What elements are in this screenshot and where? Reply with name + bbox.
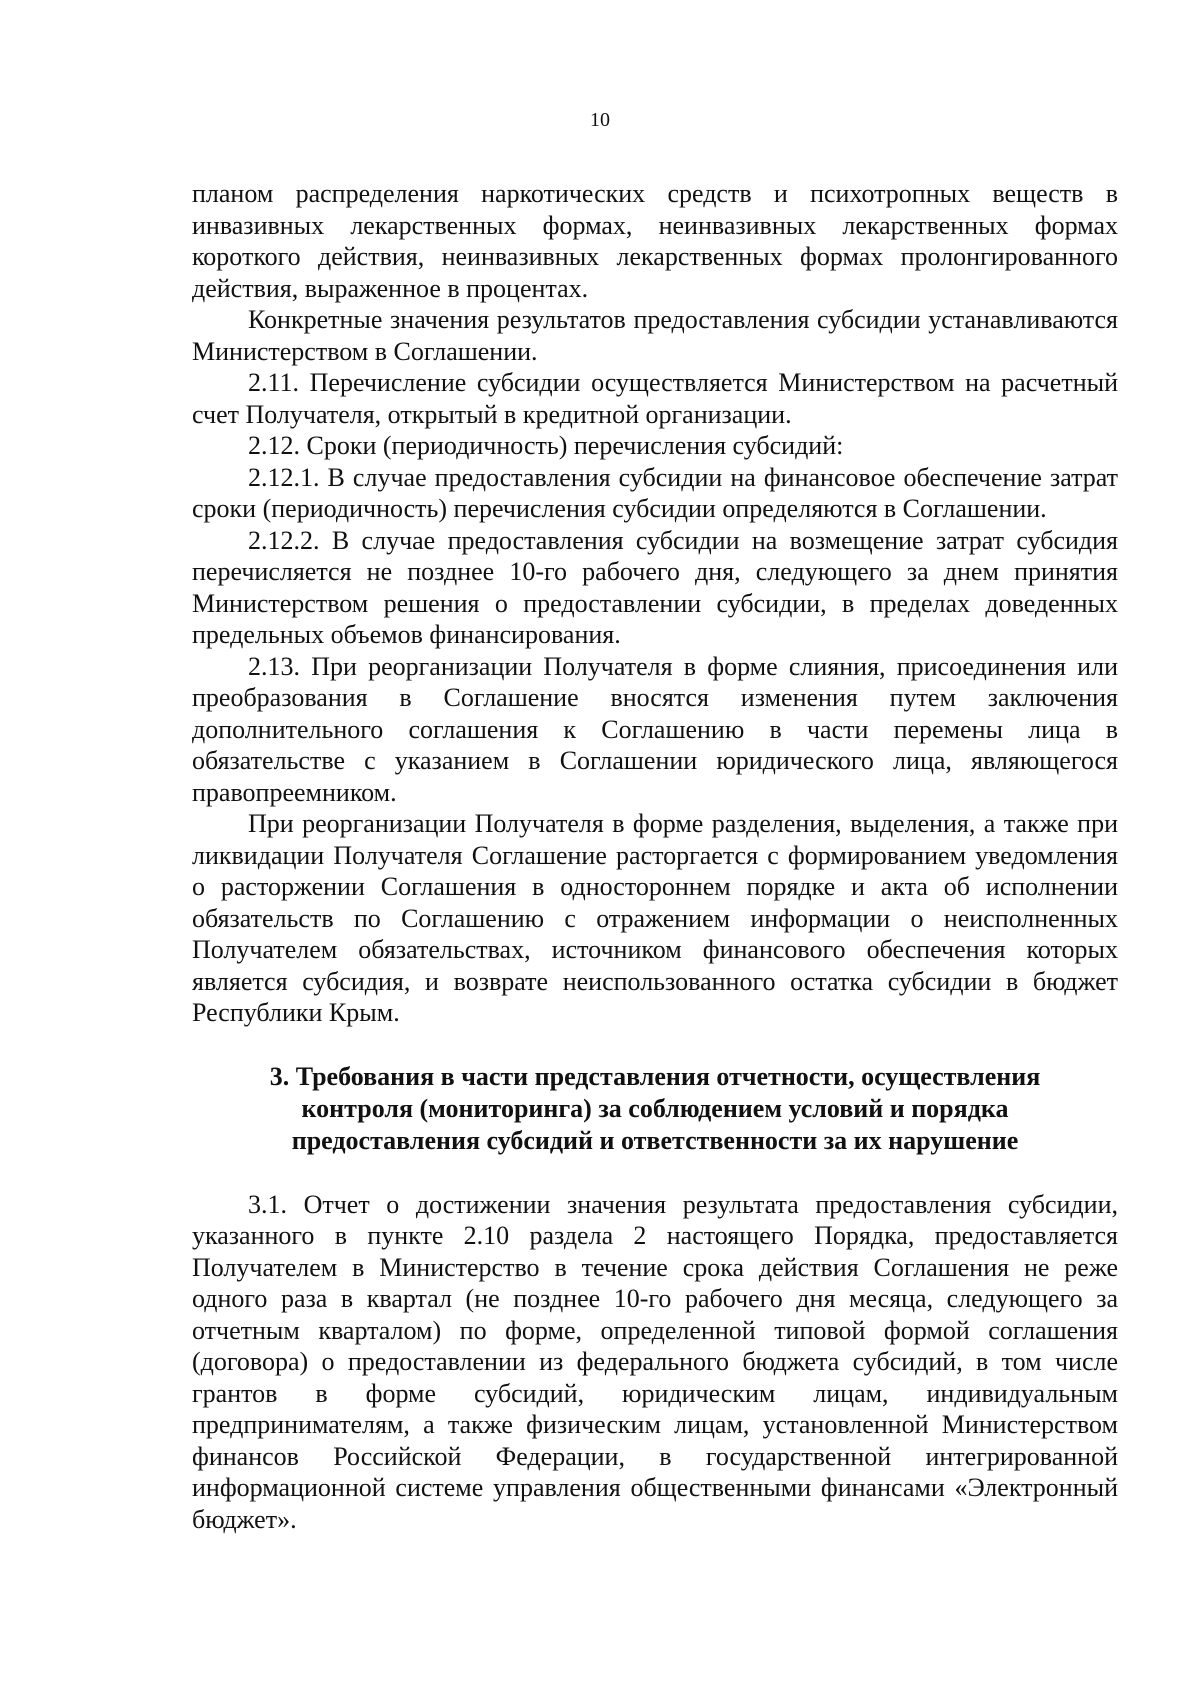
section-3-heading: 3. Требования в части представления отчетности, осуществления контроля (мониторинга) за соблюдением условий и порядка предоставления субсидий и ответственности за их нарушение xyxy=(269,1061,1041,1155)
paragraph-2-12-2: 2.12.2. В случае предоставления субсидии на возмещение затрат субсидия перечисляется не позднее 10-го рабочего дня, следующего за днем принятия Министерством решения о предоставлении субсидии, в пределах доведенных предельных объемов финансирования. xyxy=(192,525,1118,649)
paragraph-3-1: 3.1. Отчет о достижении значения результата предоставления субсидии, указанного в пункте 2.10 раздела 2 настоящего Порядка, предоставляется Получателем в Министерство в течение срока действия Соглашения не реже одного раза в квартал (не позднее 10-го рабочего дня месяца, следующего за отчетным кварталом) по форме, определенной типовой формой соглашения (договора) о предоставлении из федерального бюджета субсидий, в том числе грантов в форме субсидий, юридическим лицам, индивидуальным предпринимателям, а также физическим лицам, установленной Министерством финансов Российской Федерации, в государственной интегрированной информационной системе управления общественными финансами «Электронный бюджет». xyxy=(192,1189,1118,1534)
paragraph-2-12-1: 2.12.1. В случае предоставления субсидии на финансовое обеспечение затрат сроки (периодичность) перечисления субсидии определяются в Соглашении. xyxy=(192,462,1118,523)
paragraph-2-12: 2.12. Сроки (периодичность) перечисления субсидий: xyxy=(248,431,844,460)
paragraph-result-values: Конкретные значения результатов предоставления субсидии устанавливаются Министерством в Соглашении. xyxy=(192,305,1118,366)
paragraph-2-13: 2.13. При реорганизации Получателя в форме слияния, присоединения или преобразования в Соглашение вносятся изменения путем заключения дополнительного соглашения к Соглашению в части перемены лица в обязательстве с указанием в Соглашении юридического лица, являющегося правопреемником. xyxy=(192,651,1118,807)
document-body xyxy=(192,178,1118,1535)
paragraph-reorganization: При реорганизации Получателя в форме разделения, выделения, а также при ликвидации Получателя Соглашение расторгается с формированием уведомления о расторжении Соглашения в одностороннем порядке и акта об исполнении обязательств по Соглашению с отражением информации о неисполненных Получателем обязательствах, источником финансового обеспечения которых является субсидия, и возврате неиспользованного остатка субсидии в бюджет Республики Крым. xyxy=(192,809,1118,1027)
page-number: 10 xyxy=(590,109,610,131)
paragraph-2-11: 2.11. Перечисление субсидии осуществляется Министерством на расчетный счет Получателя, открытый в кредитной организации. xyxy=(192,368,1118,429)
paragraph-continuation: планом распределения наркотических средств и психотропных веществ в инвазивных лекарственных формах, неинвазивных лекарственных формах короткого действия, неинвазивных лекарственных формах пролонгированного действия, выраженное в процентах. xyxy=(192,179,1118,303)
